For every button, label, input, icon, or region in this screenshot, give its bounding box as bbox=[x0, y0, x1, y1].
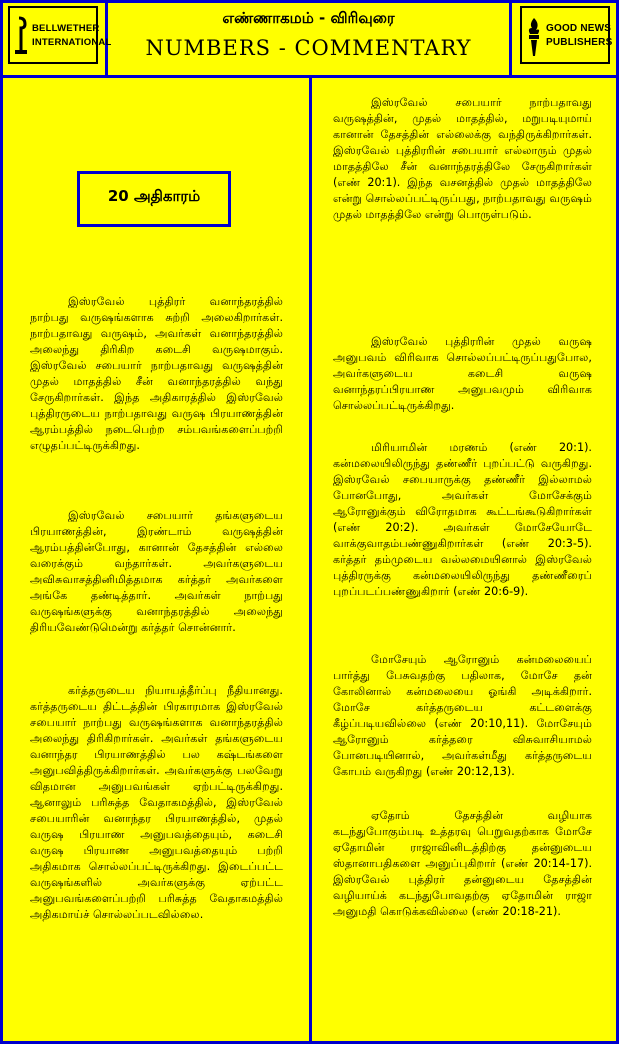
good-news-logo-text: GOOD NEWS PUBLISHERS bbox=[546, 23, 613, 48]
left-paragraph-3: கர்த்தருடைய நியாயத்தீர்ப்பு நீதியானது. கர்த்தருடைய திட்டத்தின் பிரகாரமாக இஸ்ரவேல் சபையார் நாற்பது வருஷங்களாக வனாந்தரத்தில் அலைந்து திரிகிறார்கள். அவர்கள் தங்களுடைய வனாந்தர பிரயாணத்தில் பல கஷ்டங்களை அனுபவித்திருக்கிறார்கள். அவர்களுக்கு பலவேறு விதமான அனுபவங்கள் ஏற்பட்டிருக்கிறது. ஆனாலும் பரிசுத்த வேதாகமத்தில், இஸ்ரவேல் சபையாரின் வனாந்தர பிரயாணத்தில், முதல் வருஷ பிரயாண அனுபவத்தையும், கடைசி வருஷ பிரயாண அனுபவத்தையும் பற்றி அதிகமாக சொல்லப்பட்டிருக்கிறது. இடைப்பட்ட வருஷங்களில் அவர்களுக்கு ஏற்பட்ட அனுபவங்களைப்பற்றி பரிசுத்த வேதாகமத்தில் அதிகமாய்ச் சொல்லப்படவில்லை. bbox=[30, 684, 283, 921]
publisher-logo-left bbox=[0, 0, 112, 75]
publisher-logo-right bbox=[512, 0, 619, 75]
title-english: NUMBERS - COMMENTARY bbox=[145, 36, 472, 60]
right-paragraph-3: மிரியாமின் மரணம் (எண் 20:1). கன்மலையிலிருந்து தண்ணீர் புறப்பட்டு வருகிறது. இஸ்ரவேல் சபையாருக்கு தண்ணீர் இல்லாமல் போனபோது, அவர்கள் மோசேக்கும் ஆரோனுக்கும் விரோதமாக கூட்டங்கூடுகிறார்கள் (எண் 20:2). அவர்கள் மோசேயோடே வாக்குவாதம்பண்ணுகிறார்கள் (எண் 20:3-5). கர்த்தர் தம்முடைய வல்லமையினால் இஸ்ரவேல் புத்திரருக்கு கன்மலையிலிருந்து தண்ணீரைப் புறப்படப்பண்ணுகிறார் (எண் 20:6-9). bbox=[333, 441, 592, 598]
torch-icon bbox=[525, 16, 543, 58]
right-paragraph-5: ஏதோம் தேசத்தின் வழியாக கடந்துபோகும்படி உத்தரவு பெறுவதற்காக மோசே ஏதோமின் ராஜாவினிடத்திற்கு தன்னுடைய ஸ்தானாபதிகளை அனுப்புகிறார் (எண் 20:14-17). இஸ்ரவேல் புத்திரர் தன்னுடைய தேசத்தின் வழியாய்க் கடந்துபோவதற்கு ஏதோமின் ராஜா அனுமதி கொடுக்கவில்லை (எண் 20:18-21). bbox=[333, 809, 592, 918]
left-column bbox=[3, 78, 309, 1041]
right-paragraph-1: இஸ்ரவேல் சபையார் நாற்பதாவது வருஷத்தின், முதல் மாதத்தில், மறுபடியுமாய் கானான் தேசத்தின் எல்லைக்கு வந்திருக்கிறார்கள். இஸ்ரவேல் புத்திரரின் சபையார் எல்லாரும் முதல் மாதத்திலே சீன் வனாந்தரத்திலே சேருகிறார்கள் (எண் 20:1). இந்த வசனத்தில் முதல் மாதத்திலே என்று சொல்லப்பட்டிருப்பது, நாற்பதாவது வருஷம் முதல் மாதத்திலே என்று பொருள்படும். bbox=[333, 96, 592, 221]
chapter-title: 20 அதிகாரம் bbox=[107, 187, 201, 205]
right-paragraph-4: மோசேயும் ஆரோனும் கன்மலையைப் பார்த்து பேசுவதற்கு பதிலாக, மோசே தன் கோலினால் கன்மலையை ஓங்கி அடிக்கிறார். மோசே கர்த்தருடைய கட்டளைக்கு கீழ்ப்படியவில்லை (எண் 20:10,11). மோசேயும் ஆரோனும் கர்த்தரை விசுவாசியாமல் போனபடியினால், அவர்கள்மீது கர்த்தருடைய கோபம் வருகிறது (எண் 20:12,13). bbox=[333, 653, 592, 778]
title-tamil: எண்ணாகமம் - விரிவுரை bbox=[222, 9, 395, 27]
right-column bbox=[312, 78, 616, 1041]
chapter-heading-box bbox=[77, 171, 231, 227]
bellwether-logo bbox=[8, 6, 112, 64]
page-header bbox=[0, 0, 619, 78]
shepherd-icon bbox=[13, 16, 29, 56]
good-news-logo bbox=[520, 6, 613, 64]
left-paragraph-2: இஸ்ரவேல் சபையார் தங்களுடைய பிரயாணத்தின், இரண்டாம் வருஷத்தின் ஆரம்பத்தின்போது, கானான் தேசத்தின் எல்லை வரைக்கும் வந்தார்கள். அவர்களுடைய அவிசுவாசத்தினிமித்தமாக கர்த்தர் அவர்களை அங்கே தண்டித்தார். அவர்கள் நாற்பது வருஷங்களுக்கு வனாந்தரத்தில் அலைந்து திரியவேண்டுமென்று கர்த்தர் சொன்னார். bbox=[30, 509, 283, 634]
right-paragraph-2: இஸ்ரவேல் புத்திரரின் முதல் வருஷ அனுபவம் விரிவாக சொல்லப்பட்டிருப்பதுபோல, அவர்களுடைய கடைசி வருஷ வனாந்தரப்பிரயாண அனுபவமும் விரிவாக சொல்லப்பட்டிருக்கிறது. bbox=[333, 335, 592, 412]
left-paragraph-1: இஸ்ரவேல் புத்திரர் வனாந்தரத்தில் நாற்பது வருஷங்களாக சுற்றி அலைகிறார்கள். நாற்பதாவது வருஷம், அவர்கள் வனாந்தரத்தில் அலைந்து திரிகிற கடைசி வருஷமாகும். இஸ்ரவேல் சபையார் நாற்பதாவது வருஷத்தின் முதல் மாதத்தில் சீன் வனாந்தரத்தில் வந்து சேருகிறார்கள். இந்த அதிகாரத்தில் இஸ்ரவேல் புத்திரருடைய நாற்பதாவது வருஷ பிரயாணத்தின் ஆரம்பத்தில் நடைபெற்ற சம்பவங்களைப்பற்றி எழுதப்பட்டிருக்கிறது. bbox=[30, 295, 283, 452]
title-block bbox=[108, 0, 512, 75]
bellwether-logo-text: BELLWETHER INTERNATIONAL bbox=[32, 23, 112, 48]
